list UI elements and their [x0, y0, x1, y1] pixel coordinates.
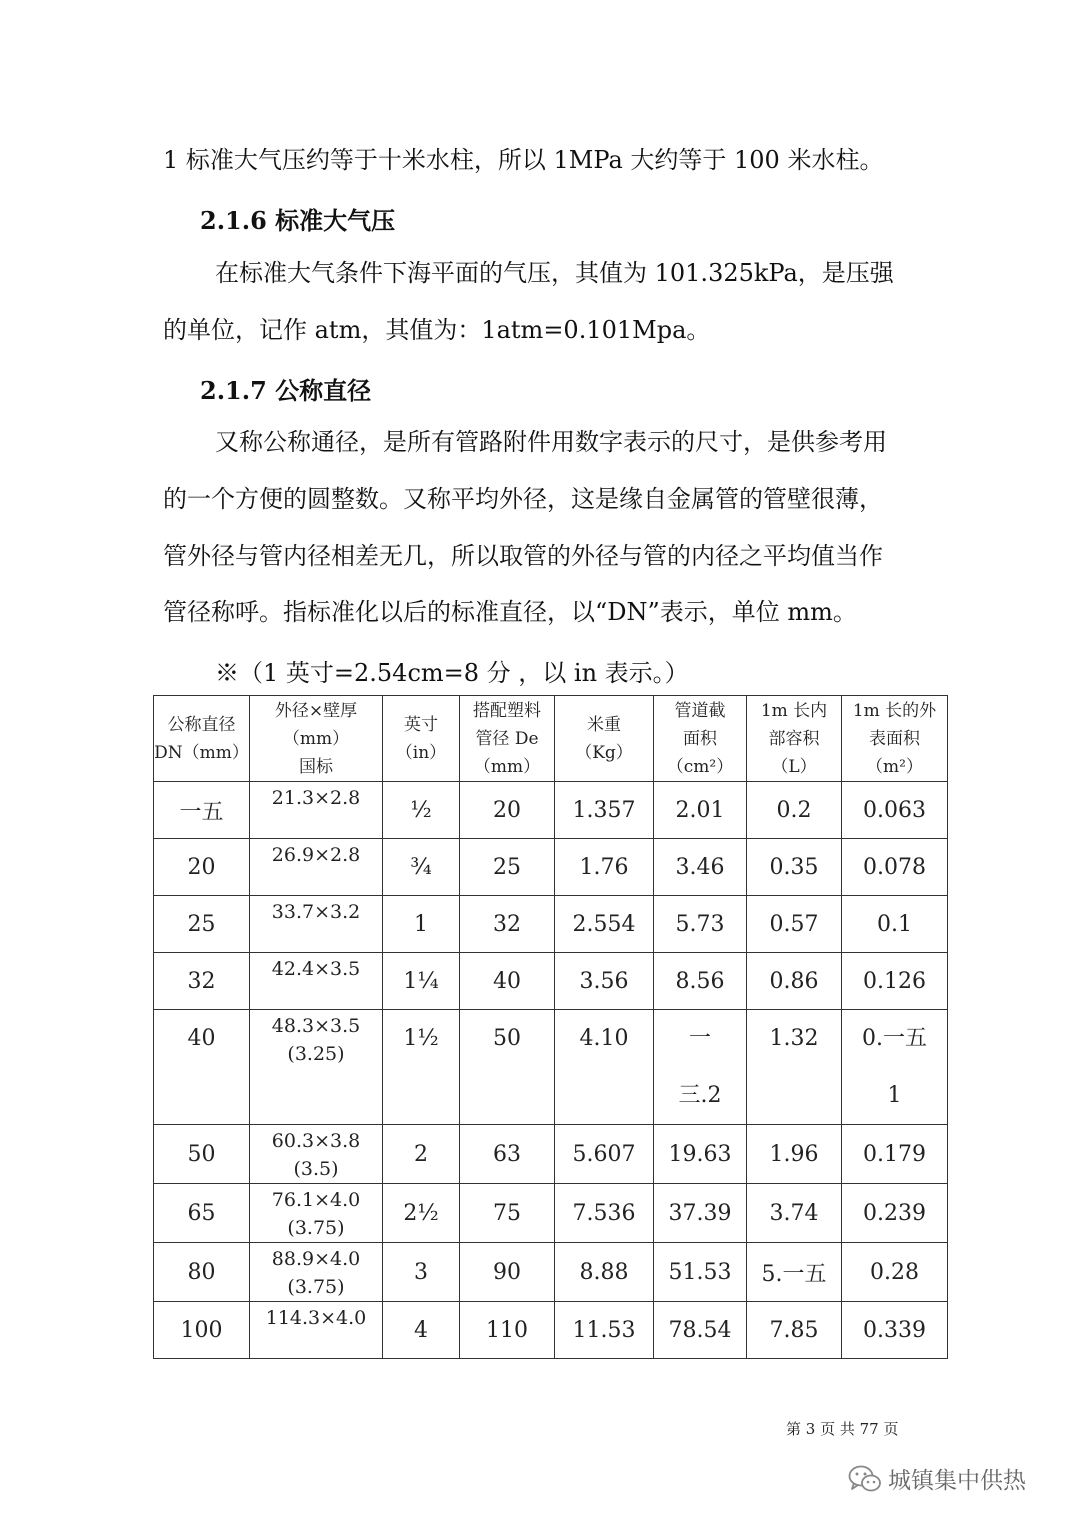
cell-volume: 0.35 — [747, 839, 842, 896]
cell-inch: 1¼ — [383, 953, 460, 1010]
cell-volume: 1.96 — [747, 1125, 842, 1184]
cell-inch: 2 — [383, 1125, 460, 1184]
header-outer-diameter: 外径×壁厚 （mm） 国标 — [250, 696, 383, 782]
cell-od: 88.9×4.0 (3.75) — [250, 1243, 383, 1302]
cell-weight: 1.76 — [555, 839, 654, 896]
paragraph-dn-line3: 管外径与管内径相差无几，所以取管的外径与管的内径之平均值当作 — [163, 542, 883, 570]
cell-surface: 0.078 — [842, 839, 948, 896]
cell-weight: 1.357 — [555, 782, 654, 839]
cell-de: 110 — [460, 1302, 555, 1359]
cell-de: 75 — [460, 1184, 555, 1243]
cell-de: 63 — [460, 1125, 555, 1184]
cell-de: 32 — [460, 896, 555, 953]
table-row — [154, 1184, 948, 1243]
cell-area: 51.53 — [654, 1243, 747, 1302]
paragraph-dn-line4: 管径称呼。指标准化以后的标准直径，以“DN”表示，单位 mm。 — [163, 598, 857, 626]
cell-dn: 80 — [154, 1243, 250, 1302]
heading-nominal-diameter: 2.1.7 公称直径 — [200, 376, 372, 405]
cell-de: 40 — [460, 953, 555, 1010]
cell-volume: 7.85 — [747, 1302, 842, 1359]
cell-weight: 4.10 — [555, 1010, 654, 1125]
cell-dn: 20 — [154, 839, 250, 896]
cell-de: 20 — [460, 782, 555, 839]
paragraph-atm-line2: 的单位，记作 atm，其值为：1atm=0.101Mpa。 — [163, 316, 711, 344]
cell-dn: 65 — [154, 1184, 250, 1243]
header-cross-section: 管道截 面积 （cm²） — [654, 696, 747, 782]
cell-surface: 0.28 — [842, 1243, 948, 1302]
cell-inch: 4 — [383, 1302, 460, 1359]
pipe-spec-table — [153, 695, 948, 1359]
cell-surface: 0.179 — [842, 1125, 948, 1184]
header-dn: 公称直径 DN（mm） — [154, 696, 250, 782]
cell-weight: 8.88 — [555, 1243, 654, 1302]
cell-od: 26.9×2.8 — [250, 839, 383, 896]
cell-volume: 0.86 — [747, 953, 842, 1010]
cell-surface: 0.239 — [842, 1184, 948, 1243]
watermark — [848, 1462, 1026, 1495]
cell-od: 114.3×4.0 — [250, 1302, 383, 1359]
cell-od: 21.3×2.8 — [250, 782, 383, 839]
paragraph-dn-line2: 的一个方便的圆整数。又称平均外径，这是缘自金属管的管壁很薄， — [163, 485, 883, 513]
header-volume: 1m 长内 部容积 （L） — [747, 696, 842, 782]
cell-area: 一 三.2 — [654, 1010, 747, 1125]
cell-od: 60.3×3.8 (3.5) — [250, 1125, 383, 1184]
wechat-icon — [848, 1464, 882, 1494]
cell-dn: 32 — [154, 953, 250, 1010]
cell-inch: 3 — [383, 1243, 460, 1302]
cell-de: 50 — [460, 1010, 555, 1125]
table-row — [154, 839, 948, 896]
cell-od: 48.3×3.5 (3.25) — [250, 1010, 383, 1125]
cell-volume: 5.一五 — [747, 1243, 842, 1302]
paragraph-atm-line1: 在标准大气条件下海平面的气压，其值为 101.325kPa，是压强 — [215, 259, 894, 287]
header-plastic-de: 搭配塑料 管径 De （mm） — [460, 696, 555, 782]
cell-weight: 3.56 — [555, 953, 654, 1010]
cell-surface: 0.339 — [842, 1302, 948, 1359]
table-row — [154, 1125, 948, 1184]
cell-volume: 1.32 — [747, 1010, 842, 1125]
cell-weight: 5.607 — [555, 1125, 654, 1184]
cell-dn: 40 — [154, 1010, 250, 1125]
table-row — [154, 896, 948, 953]
cell-inch: 1 — [383, 896, 460, 953]
cell-area: 8.56 — [654, 953, 747, 1010]
table-row — [154, 782, 948, 839]
cell-surface: 0.063 — [842, 782, 948, 839]
table-row — [154, 1010, 948, 1125]
cell-area: 5.73 — [654, 896, 747, 953]
cell-weight: 11.53 — [555, 1302, 654, 1359]
paragraph-atm-water-column: 1 标准大气压约等于十米水柱，所以 1MPa 大约等于 100 米水柱。 — [163, 146, 884, 174]
table-row — [154, 1302, 948, 1359]
cell-inch: 1½ — [383, 1010, 460, 1125]
table-header-row — [154, 696, 948, 782]
cell-inch: 2½ — [383, 1184, 460, 1243]
cell-dn: 25 — [154, 896, 250, 953]
cell-dn: 100 — [154, 1302, 250, 1359]
header-surface-area: 1m 长的外 表面积 （m²） — [842, 696, 948, 782]
inch-conversion-note: ※（1 英寸=2.54cm=8 分 ，以 in 表示。） — [215, 659, 689, 687]
heading-standard-atmosphere: 2.1.6 标准大气压 — [200, 206, 396, 235]
cell-area: 2.01 — [654, 782, 747, 839]
watermark-text: 城镇集中供热 — [888, 1468, 1026, 1494]
cell-inch: ½ — [383, 782, 460, 839]
table-row — [154, 1243, 948, 1302]
cell-od: 42.4×3.5 — [250, 953, 383, 1010]
cell-od: 33.7×3.2 — [250, 896, 383, 953]
cell-area: 78.54 — [654, 1302, 747, 1359]
cell-weight: 2.554 — [555, 896, 654, 953]
cell-inch: ¾ — [383, 839, 460, 896]
cell-volume: 0.2 — [747, 782, 842, 839]
cell-de: 90 — [460, 1243, 555, 1302]
cell-od: 76.1×4.0 (3.75) — [250, 1184, 383, 1243]
cell-dn: 一五 — [154, 782, 250, 839]
cell-surface: 0.1 — [842, 896, 948, 953]
header-weight: 米重 （Kg） — [555, 696, 654, 782]
cell-volume: 3.74 — [747, 1184, 842, 1243]
cell-surface: 0.一五 1 — [842, 1010, 948, 1125]
cell-surface: 0.126 — [842, 953, 948, 1010]
cell-area: 37.39 — [654, 1184, 747, 1243]
cell-area: 19.63 — [654, 1125, 747, 1184]
cell-dn: 50 — [154, 1125, 250, 1184]
page-number: 第 3 页 共 77 页 — [786, 1420, 899, 1438]
paragraph-dn-line1: 又称公称通径，是所有管路附件用数字表示的尺寸，是供参考用 — [215, 428, 887, 456]
header-inch: 英寸 （in） — [383, 696, 460, 782]
cell-de: 25 — [460, 839, 555, 896]
cell-weight: 7.536 — [555, 1184, 654, 1243]
cell-volume: 0.57 — [747, 896, 842, 953]
table-row — [154, 953, 948, 1010]
cell-area: 3.46 — [654, 839, 747, 896]
